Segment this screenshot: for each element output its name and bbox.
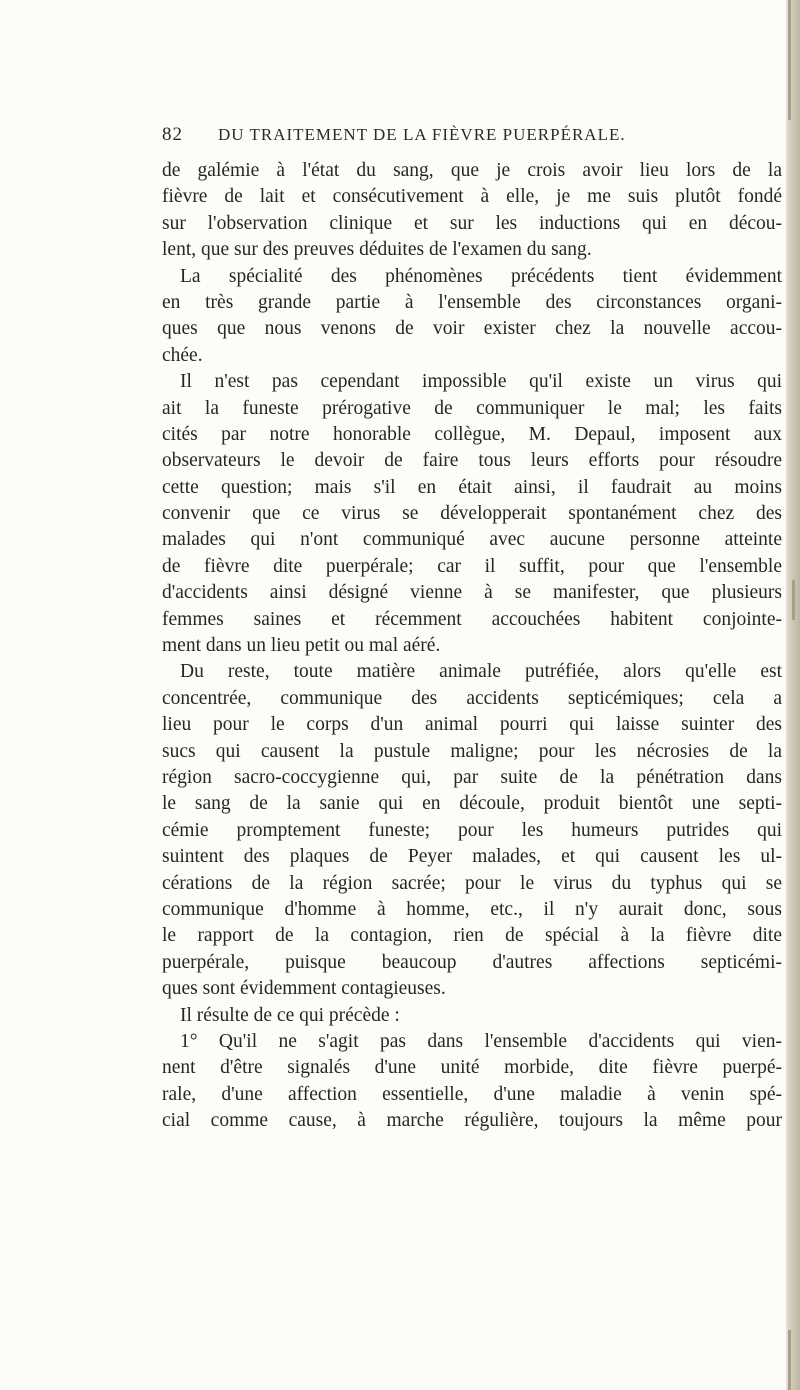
text-line: rale, d'une affection essentielle, d'une maladie à venin spé- xyxy=(162,1083,782,1105)
text-line: en très grande partie à l'ensemble des circonstances organi- xyxy=(162,291,782,313)
text-line: chée. xyxy=(162,344,203,366)
text-line: ques sont évidemment contagieuses. xyxy=(162,978,446,1000)
text-line: cités par notre honorable collègue, M. Depaul, imposent aux xyxy=(162,423,782,445)
text-line: convenir que ce virus se développerait spontanément chez des xyxy=(162,503,782,525)
text-line: cémie promptement funeste; pour les humeurs putrides qui xyxy=(162,819,782,841)
text-line: sucs qui causent la pustule maligne; pour les nécrosies de la xyxy=(162,740,782,762)
text-line: nent d'être signalés d'une unité morbide, dite fièvre puerpé- xyxy=(162,1057,782,1079)
text-line: cérations de la région sacrée; pour le virus du typhus qui se xyxy=(162,872,782,894)
text-line: de fièvre dite puerpérale; car il suffit, pour que l'ensemble xyxy=(162,555,782,577)
text-line: le rapport de la contagion, rien de spécial à la fièvre dite xyxy=(162,925,782,947)
text-line: communique d'homme à homme, etc., il n'y aurait donc, sous xyxy=(162,898,782,920)
text-line: ques que nous venons de voir exister chez la nouvelle accou- xyxy=(162,318,782,340)
page-edge-binding xyxy=(786,0,800,1390)
text-line: Il résulte de ce qui précède : xyxy=(180,1004,400,1026)
text-line: lent, que sur des preuves déduites de l'examen du sang. xyxy=(162,239,592,261)
text-line: lieu pour le corps d'un animal pourri qui laisse suinter des xyxy=(162,714,782,736)
text-line: de galémie à l'état du sang, que je crois avoir lieu lors de la xyxy=(162,160,782,181)
text-line: 1° Qu'il ne s'agit pas dans l'ensemble d'accidents qui vien- xyxy=(180,1030,782,1052)
text-line: suintent des plaques de Peyer malades, et qui causent les ul- xyxy=(162,846,782,868)
text-line: le sang de la sanie qui en découle, produit bientôt une septi- xyxy=(162,793,782,815)
text-line: concentrée, communique des accidents septicémiques; cela a xyxy=(162,687,782,709)
text-line: d'accidents ainsi désigné vienne à se manifester, que plusieurs xyxy=(162,582,782,604)
text-line: fièvre de lait et consécutivement à elle, je me suis plutôt fondé xyxy=(162,186,782,208)
text-line: femmes saines et récemment accouchées habitent conjointe- xyxy=(162,608,782,630)
text-line: région sacro-coccygienne qui, par suite de la pénétration dans xyxy=(162,766,782,788)
body-text xyxy=(162,158,782,1134)
text-line: ait la funeste prérogative de communiquer le mal; les faits xyxy=(162,397,782,419)
text-line: puerpérale, puisque beaucoup d'autres affections septicémi- xyxy=(162,951,782,973)
text-line: Du reste, toute matière animale putréfiée, alors qu'elle est xyxy=(180,661,782,683)
page-number: 82 xyxy=(162,124,183,145)
text-line: sur l'observation clinique et sur les inductions qui en décou- xyxy=(162,212,782,234)
running-header xyxy=(162,124,782,152)
text-line: malades qui n'ont communiqué avec aucune personne atteinte xyxy=(162,529,782,551)
running-title: DU TRAITEMENT DE LA FIÈVRE PUERPÉRALE. xyxy=(218,125,626,144)
text-line: Il n'est pas cependant impossible qu'il existe un virus qui xyxy=(180,371,782,393)
text-line: La spécialité des phénomènes précédents tient évidemment xyxy=(180,265,782,287)
text-line: cette question; mais s'il en était ainsi, il faudrait au moins xyxy=(162,476,782,498)
text-line: ment dans un lieu petit ou mal aéré. xyxy=(162,635,441,657)
text-line: observateurs le devoir de faire tous leurs efforts pour résoudre xyxy=(162,450,782,472)
text-line: cial comme cause, à marche régulière, toujours la même pour xyxy=(162,1110,782,1132)
